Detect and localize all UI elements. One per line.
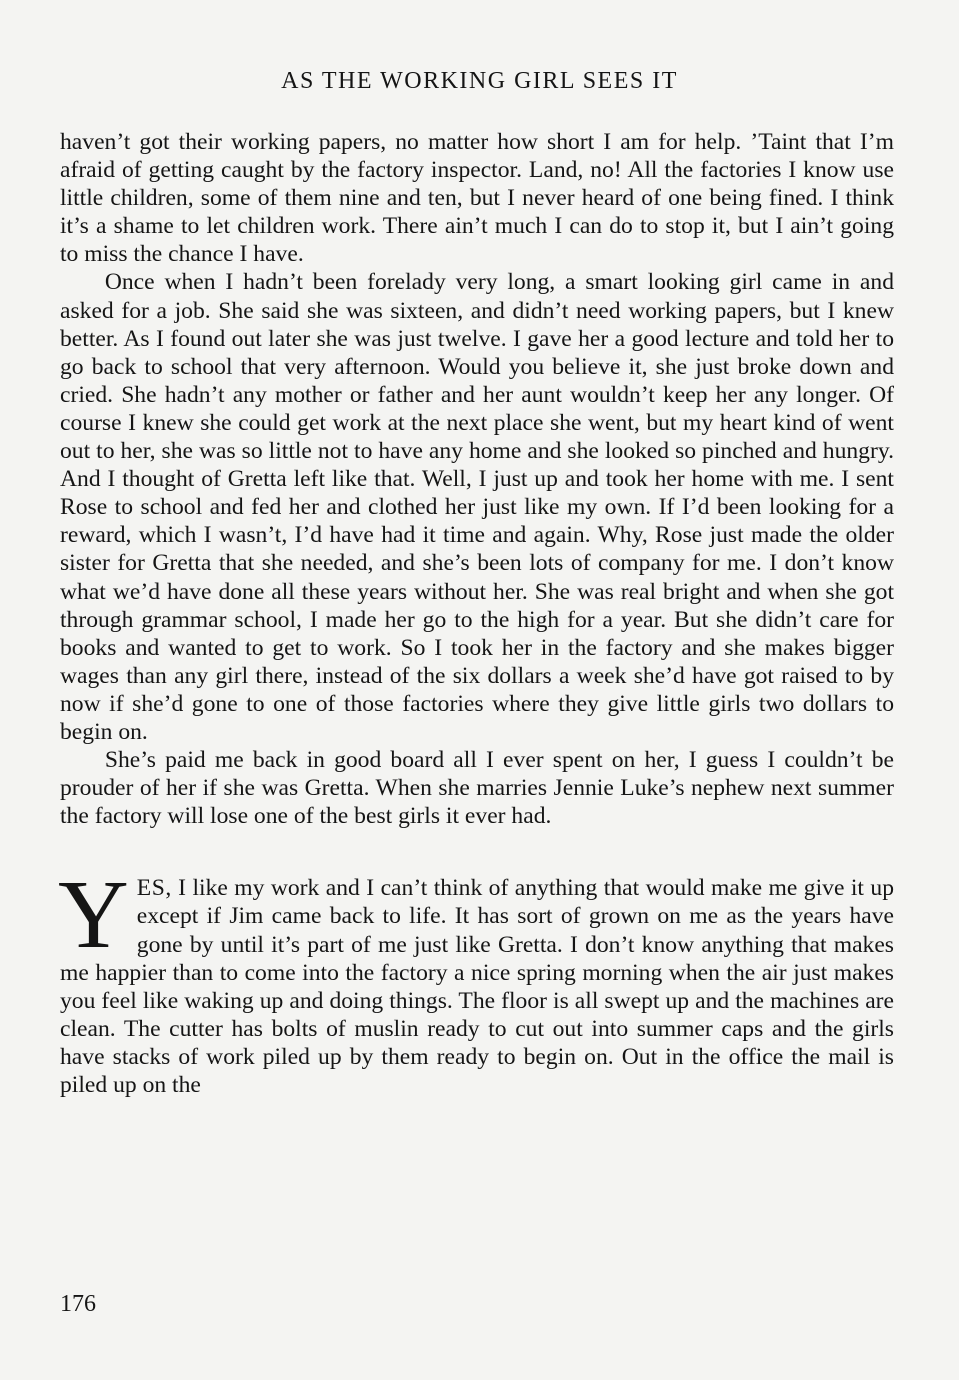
section-break <box>60 830 894 874</box>
section-opening-paragraph <box>58 861 894 1099</box>
paragraph-continued: haven’t got their working papers, no matter how short I am for help. ’Taint that I’m afraid of getting caught by the factory inspector. Land, no! All the factories I know use little children, some of them nine and ten, but I never heard of one being fined. I think it’s a shame to let children work. There ain’t much I can do to stop it, but I ain’t going to miss the chance I have. <box>60 129 894 268</box>
page-number: 176 <box>60 1291 96 1317</box>
paragraph-text: I like my work and I can’t think of anything that would make me give it up except if Jim came back to life. It has sort of grown on me as the years have gone by until it’s part of me just like Gretta. I don’t know anything that makes me happier than to come into the factory a nice spring morning when the air just makes you feel like waking up and doing things. The floor is all swept up and the machines are clean. The cutter has bolts of muslin ready to cut out into summer caps and the girls have stacks of work piled up by them ready to begin on. Out in the office the mail is piled up on the <box>60 875 894 1098</box>
paragraph: Once when I hadn’t been forelady very long, a smart looking girl came in and asked for a job. She said she was sixteen, and didn’t need working papers, but I knew better. As I found out later she was just twelve. I gave her a good lecture and told her to go back to school that very afternoon. Would you believe it, she just broke down and cried. She hadn’t any mother or father and her aunt wouldn’t keep her any longer. Of course I knew she could get work at the next place she went, but my heart kind of went out to her, she was so little not to have any home and she looked so pinched and hungry. And I thought of Gretta left like that. Well, I just up and took her home with me. I sent Rose to school and fed her and clothed her just like my own. If I’d been looking for a reward, which I wasn’t, I’d have had it time and again. Why, Rose just made the older sister for Gretta that she needed, and she’s been lots of company for me. I don’t know what we’d have done all these years without her. She was real bright and when she got through grammar school, I made her go to the high for a year. But she didn’t care for books and wanted to get to work. So I took her in the factory and she makes bigger wages than any girl there, instead of the six dollars a week she’d have got raised to by now if she’d gone to one of those factories where they give little girls two dollars to begin on. <box>60 269 894 745</box>
paragraph: She’s paid me back in good board all I ever spent on her, I guess I couldn’t be prouder of her if she was Gretta. When she marries Jennie Luke’s nephew next summer the factory will lose one of the best girls it ever had. <box>60 747 894 830</box>
running-head: AS THE WORKING GIRL SEES IT <box>281 68 678 94</box>
body-text <box>60 128 894 1099</box>
drop-cap: Y <box>58 861 129 970</box>
first-word: ES, <box>136 875 172 902</box>
